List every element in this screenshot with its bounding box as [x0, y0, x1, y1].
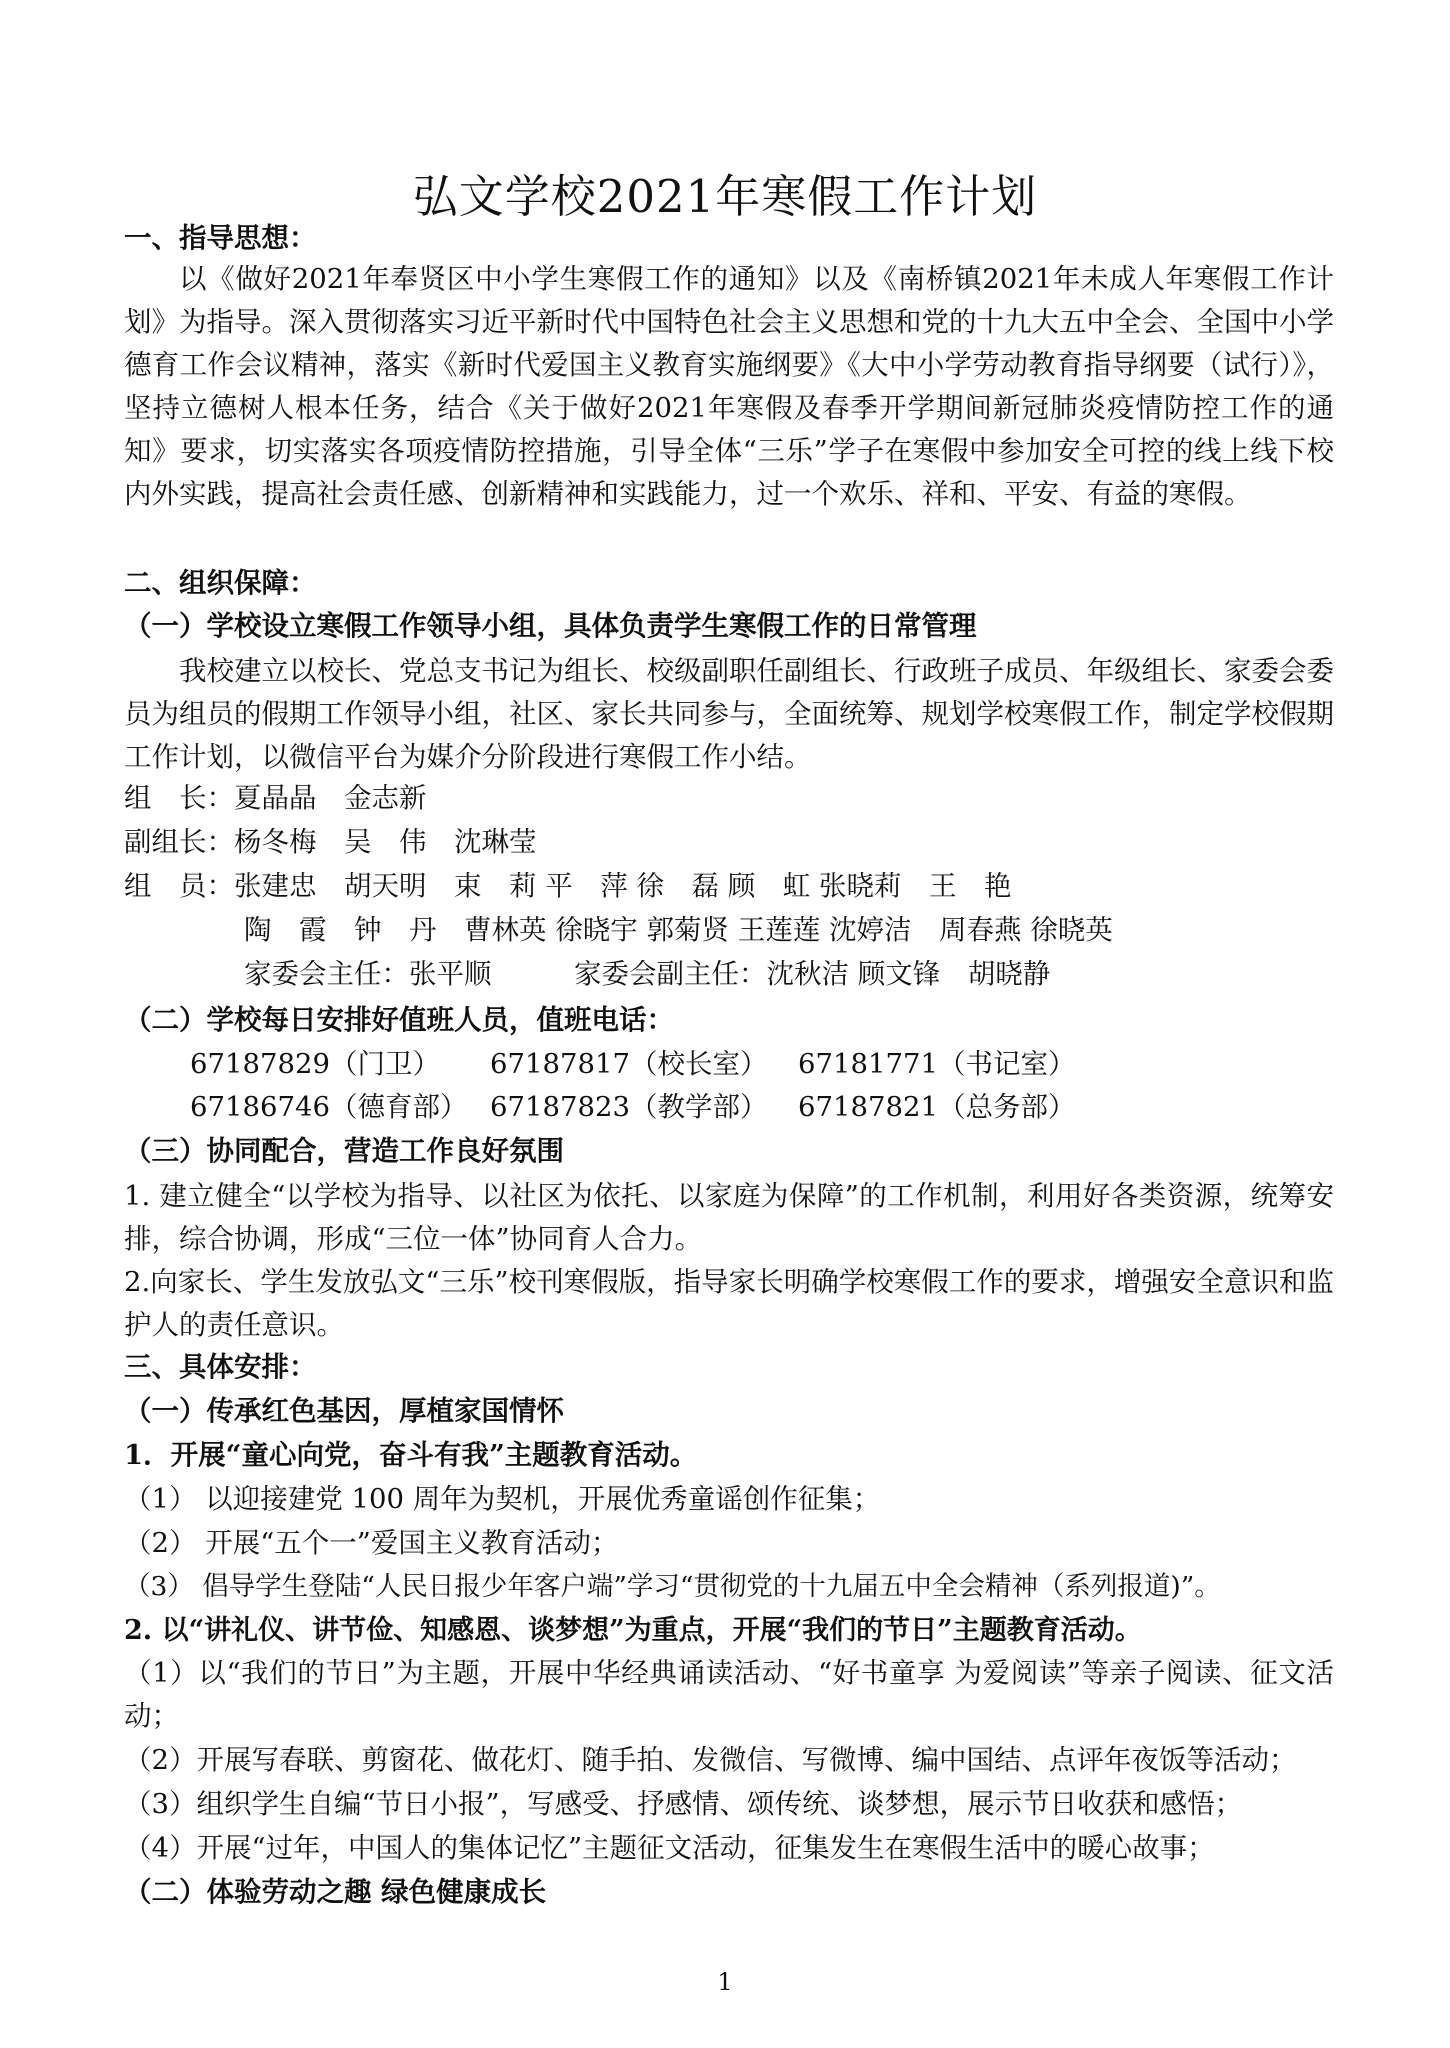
section-3-1-heading: （一）传承红色基因，厚植家国情怀	[124, 1395, 564, 1427]
page-number: 1	[717, 1968, 733, 1996]
phone-gate: 67187829（门卫）	[190, 1048, 440, 1080]
section-2-1-paragraph: 我校建立以校长、党总支书记为组长、校级副职任副组长、行政班子成员、年级组长、家委会委员为组员的假期工作领导小组，社区、家长共同参与，全面统筹、规划学校寒假工作，制定学校假期工作计划，以微信平台为媒介分阶段进行寒假工作小结。	[124, 655, 1334, 773]
section-2-3-heading: （三）协同配合，营造工作良好氛围	[124, 1135, 564, 1167]
item-2-4: （4）开展“过年，中国人的集体记忆”主题征文活动，征集发生在寒假生活中的暖心故事；	[124, 1832, 1215, 1864]
phone-principal: 67187817（校长室）	[490, 1048, 768, 1080]
member-names-line-2: 陶 霞 钟 丹 曹林英 徐晓宇 郭菊贤 王莲莲 沈婷洁 周春燕 徐晓英	[244, 914, 1113, 946]
section-2-3-item-1: 1. 建立健全“以学校为指导、以社区为依托、以家庭为保障”的工作机制，利用好各类资源，统筹安排，综合协调，形成“三位一体”协同育人合力。	[124, 1180, 1334, 1255]
phone-general-affairs: 67187821（总务部）	[798, 1091, 1076, 1123]
section-2-heading: 二、组织保障：	[124, 567, 317, 599]
item-2-1: （1）以“我们的节日”为主题，开展中华经典诵读活动、“好书童享 为爱阅读”等亲子阅读、征文活动；	[124, 1657, 1334, 1732]
item-1-heading: 1．开展“童心向党，奋斗有我”主题教育活动。	[124, 1439, 698, 1471]
leader-row	[124, 778, 427, 818]
item-2-2: （2）开展写春联、剪窗花、做花灯、随手拍、发微信、写微博、编中国结、点评年夜饭等活动；	[124, 1744, 1297, 1776]
section-3-2-heading: （二）体验劳动之趣 绿色健康成长	[124, 1876, 547, 1908]
section-1-heading: 一、指导思想：	[124, 222, 317, 254]
vice-leader-names: 杨冬梅 吴 伟 沈琳莹	[234, 826, 537, 858]
phone-secretary: 67181771（书记室）	[798, 1048, 1076, 1080]
vice-leader-label: 副组长：	[124, 826, 234, 858]
phone-teaching: 67187823（教学部）	[490, 1091, 768, 1123]
section-2-3-item-2: 2.向家长、学生发放弘文“三乐”校刊寒假版，指导家长明确学校寒假工作的要求，增强安全意识和监护人的责任意识。	[124, 1266, 1334, 1341]
item-1-1: （1） 以迎接建党 100 周年为契机，开展优秀童谣创作征集；	[124, 1483, 881, 1515]
item-2-3: （3）组织学生自编“节日小报”，写感受、抒感情、颂传统、谈梦想，展示节日收获和感悟；	[124, 1788, 1243, 1820]
section-1-paragraph: 以《做好2021年奉贤区中小学生寒假工作的通知》以及《南桥镇2021年未成人年寒假工作计划》为指导。深入贯彻落实习近平新时代中国特色社会主义思想和党的十九大五中全会、全国中小学德育工作会议精神，落实《新时代爱国主义教育实施纲要》《大中小学劳动教育指导纲要（试行）》，坚持立德树人根本任务，结合《关于做好2021年寒假及春季开学期间新冠肺炎疫情防控工作的通知》要求，切实落实各项疫情防控措施，引导全体“三乐”学子在寒假中参加安全可控的线上线下校内外实践，提高社会责任感、创新精神和实践能力，过一个欢乐、祥和、平安、有益的寒假。	[124, 263, 1334, 510]
section-3-heading: 三、具体安排：	[124, 1351, 317, 1383]
item-1-2: （2） 开展“五个一”爱国主义教育活动；	[124, 1527, 619, 1559]
phone-moral-education: 67186746（德育部）	[190, 1091, 468, 1123]
member-label: 组 员：	[124, 870, 234, 902]
vice-leader-row	[124, 822, 537, 862]
member-names-line-1: 张建忠 胡天明 束 莉 平 萍 徐 磊 顾 虹 张晓莉 王 艳	[234, 870, 1012, 902]
page-title: 弘文学校2021年寒假工作计划	[412, 170, 1038, 223]
section-2-2-heading: （二）学校每日安排好值班人员，值班电话：	[124, 1004, 674, 1036]
leader-label: 组 长：	[124, 782, 234, 814]
parent-committee-line: 家委会主任：张平顺 家委会副主任：沈秋洁 顾文锋 胡晓静	[244, 958, 1051, 990]
item-1-3: （3） 倡导学生登陆“人民日报少年客户端”学习“贯彻党的十九届五中全会精神（系列报道)”。	[124, 1571, 1221, 1602]
member-row	[124, 866, 1011, 906]
item-2-heading: 2. 以“讲礼仪、讲节俭、知感恩、谈梦想”为重点，开展“我们的节日”主题教育活动。	[124, 1615, 1142, 1646]
leader-names: 夏晶晶 金志新	[234, 782, 427, 814]
section-2-1-heading: （一）学校设立寒假工作领导小组，具体负责学生寒假工作的日常管理	[124, 610, 977, 642]
